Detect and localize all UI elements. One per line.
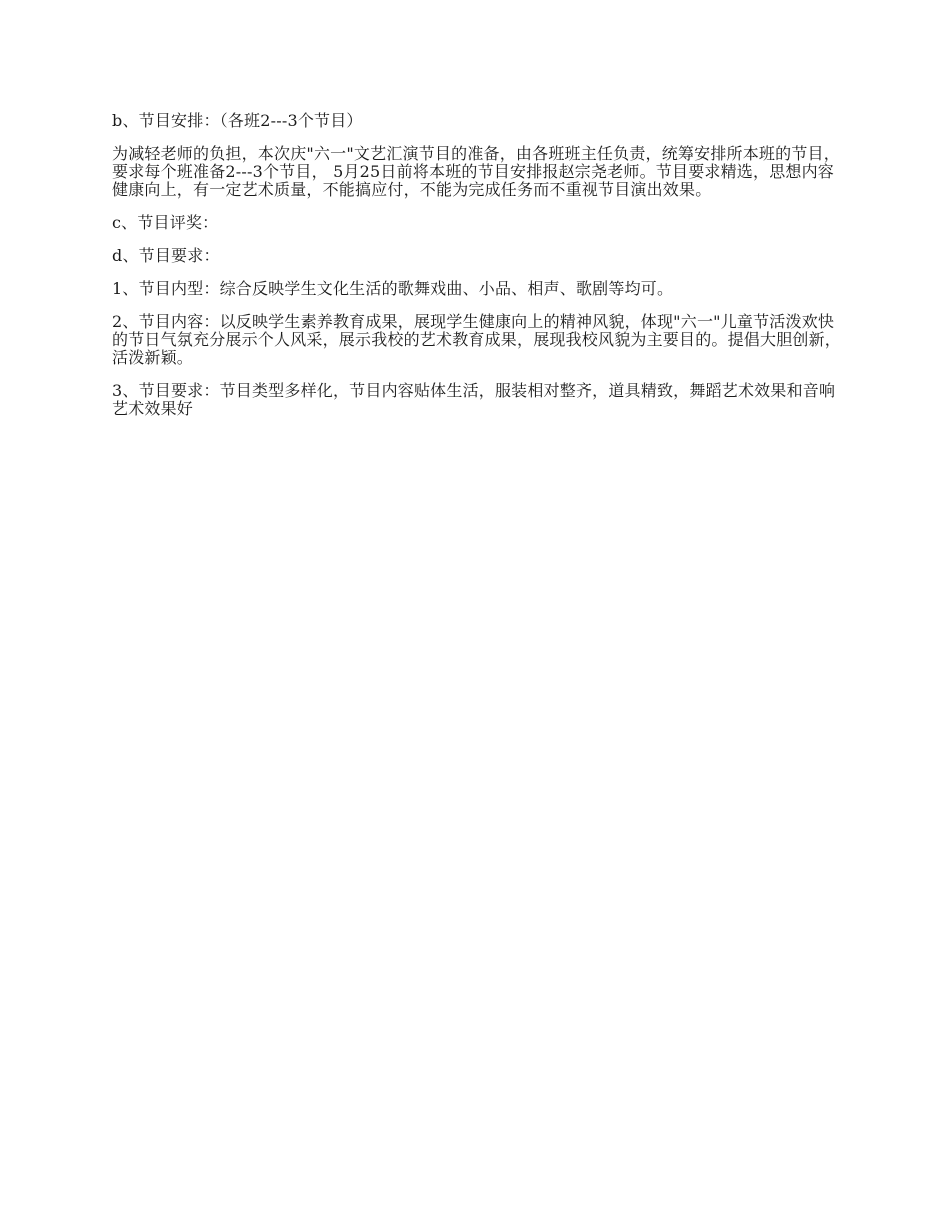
requirement-item-1: 1、节目内型：综合反映学生文化生活的歌舞戏曲、小品、相声、歌剧等均可。	[112, 279, 674, 298]
section-b-heading: b、节目安排：（各班2---3个节目）	[112, 111, 363, 130]
section-d-heading: d、节目要求：	[112, 246, 220, 265]
document-page	[112, 112, 842, 433]
requirement-item-2: 2、节目内容：以反映学生素养教育成果，展现学生健康向上的精神风貌，体现"六一"儿童节活泼欢快的节日气氛充分展示个人风采，展示我校的艺术教育成果，展现我校风貌为主要目的。提倡大胆创新，活泼新颖。	[112, 312, 842, 367]
requirement-item-3: 3、节目要求：节目类型多样化，节目内容贴体生活，服装相对整齐，道具精致，舞蹈艺术效果和音响艺术效果好	[112, 381, 836, 418]
section-b-body: 为减轻老师的负担，本次庆"六一"文艺汇演节目的准备，由各班班主任负责，统筹安排所本班的节目，要求每个班准备2---3个节目， 5月25日前将本班的节目安排报赵宗尧老师。节目要求精选，思想内容健康向上，有一定艺术质量，不能搞应付，不能为完成任务而不重视节目演出效果。	[112, 144, 840, 199]
section-c-heading: c、节目评奖：	[112, 213, 219, 232]
